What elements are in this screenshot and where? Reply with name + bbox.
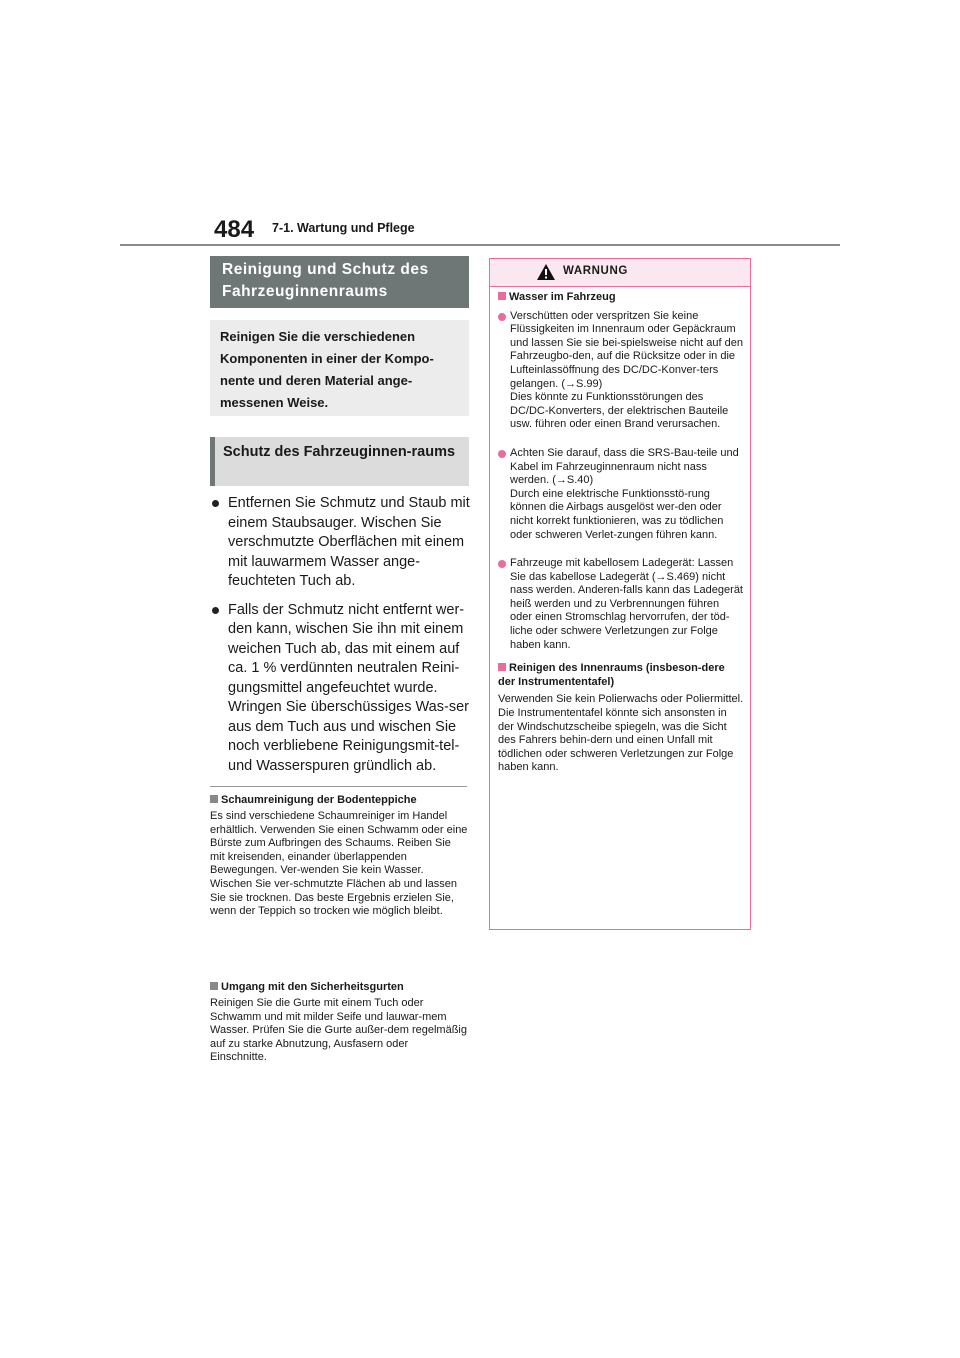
warning-section-title [498, 291, 744, 305]
list-item [210, 494, 472, 592]
warning-item-text: Durch eine elektrische Funktionsstö-rung können die Airbags ausgelöst wer-den oder nicht korrekt funktionieren, was zu tödlichen oder schweren Verlet-zungen führen kann. [510, 487, 724, 541]
note-carpet-cleaning [210, 793, 468, 919]
column-divider [210, 786, 467, 787]
warning-item [498, 310, 744, 432]
warning-item-text: Dies könnte zu Funktionsstörungen des DC/DC-Konverters, der elektrischen Bauteile usw. führen oder einen Brand verursachen. [510, 391, 729, 431]
main-heading: Reinigung und Schutz des Fahrzeuginnenraums [210, 256, 469, 308]
bullet-dot-icon [498, 560, 506, 568]
note-title [210, 980, 468, 994]
page-number: 484 [214, 216, 255, 243]
square-marker-icon [210, 795, 218, 803]
note-title [210, 793, 468, 807]
warning-section-title-text: Wasser im Fahrzeug [509, 291, 616, 303]
header-divider [120, 244, 840, 246]
warning-item-text: Fahrzeuge mit kabellosem Ladegerät: Lassen Sie das kabellose Ladegerät (→S.469) nicht nass werden. Anderen-falls kann das Ladegerät heiß werden und zu Verbrennungen führen oder einen Stromschlag hervorrufen, der töd-liche oder schwere Verletzungen zur Folge haben kann. [510, 557, 743, 651]
bullet-text: Falls der Schmutz nicht entfernt wer-den kann, wischen Sie ihn mit einem weichen Tuch ab, das mit einem auf ca. 1 % verdünnten neutralen Reini-gungsmittel angefeuchtet wurde. Wringen Sie überschüssiges Was-ser aus dem Tuch aus und wischen Sie noch verbliebene Reinigungsmit-tel- und Wasserspuren gründlich ab. [228, 601, 469, 774]
sub-heading: Schutz des Fahrzeuginnen-raums [210, 437, 469, 486]
bullet-text: Entfernen Sie Schmutz und Staub mit einem Staubsauger. Wischen Sie verschmutzte Oberflächen mit einem mit lauwarmem Wasser ange-feuchteten Tuch ab. [228, 495, 470, 589]
bullet-dot-icon [212, 607, 219, 614]
intro-text: Reinigen Sie die verschiedenen Komponenten in einer der Kompo-nente und deren Material ange-messenen Weise. [210, 320, 469, 416]
note-text: Reinigen Sie die Gurte mit einem Tuch oder Schwamm und mit milder Seife und lauwar-mem Wasser. Prüfen Sie die Gurte außer-dem regelmäßig auf zu starke Abnutzung, Ausfasern oder Einschnitte. [210, 997, 467, 1064]
bullet-dot-icon [498, 313, 506, 321]
note-title-text: Schaumreinigung der Bodenteppiche [221, 794, 417, 806]
warning-section-text: Verwenden Sie kein Polierwachs oder Poliermittel. Die Instrumententafel könnte sich ansonsten in der Windschutzscheibe spiegeln, was die Sicht des Fahrers behin-dern und einen Unfall mit tödlichen oder schweren Verletzungen zur Folge haben kann. [498, 693, 744, 774]
warning-box [489, 258, 751, 930]
note-title-text: Umgang mit den Sicherheitsgurten [221, 981, 404, 993]
section-title: 7-1. Wartung und Pflege [272, 221, 415, 235]
warning-section-title-text: Reinigen des Innenraums (insbeson-dere der Instrumententafel) [498, 662, 725, 688]
list-item [210, 601, 472, 777]
warning-item [498, 447, 744, 542]
square-marker-icon [210, 982, 218, 990]
square-marker-icon [498, 663, 506, 671]
bullet-dot-icon [212, 500, 219, 507]
warning-item [498, 557, 744, 652]
warning-content [498, 291, 744, 775]
warning-item-text: Verschütten oder verspritzen Sie keine Flüssigkeiten im Innenraum oder Gepäckraum und lassen Sie sie bei-spielsweise nicht auf den Fahrzeugbo-den, auf die Rücksitze oder in die Lufteinlassöffnung des DC/DC-Konver-ters gelangen. (→S.99) [510, 309, 743, 390]
warning-triangle-icon [536, 263, 556, 281]
square-marker-icon [498, 292, 506, 300]
note-text: Es sind verschiedene Schaumreiniger im Handel erhältlich. Verwenden Sie einen Schwamm oder eine Bürste zum Aufbringen des Schaums. Reiben Sie mit kreisenden, einander überlappenden Bewegungen. Ver-wenden Sie kein Wasser. Wischen Sie ver-schmutzte Flächen ab und lassen Sie sie trocknen. Das beste Ergebnis erzielen Sie, wenn der Teppich so trocken wie möglich bleibt. [210, 810, 468, 918]
warning-header [490, 259, 750, 287]
bullet-dot-icon [498, 450, 506, 458]
warning-item-text: Achten Sie darauf, dass die SRS-Bau-teile und Kabel im Fahrzeuginnenraum nicht nass werden. (→S.40) [510, 446, 739, 487]
warning-title: WARNUNG [563, 265, 628, 277]
warning-section-title [498, 662, 744, 689]
bullet-list [210, 494, 472, 785]
note-seatbelts [210, 980, 468, 1065]
